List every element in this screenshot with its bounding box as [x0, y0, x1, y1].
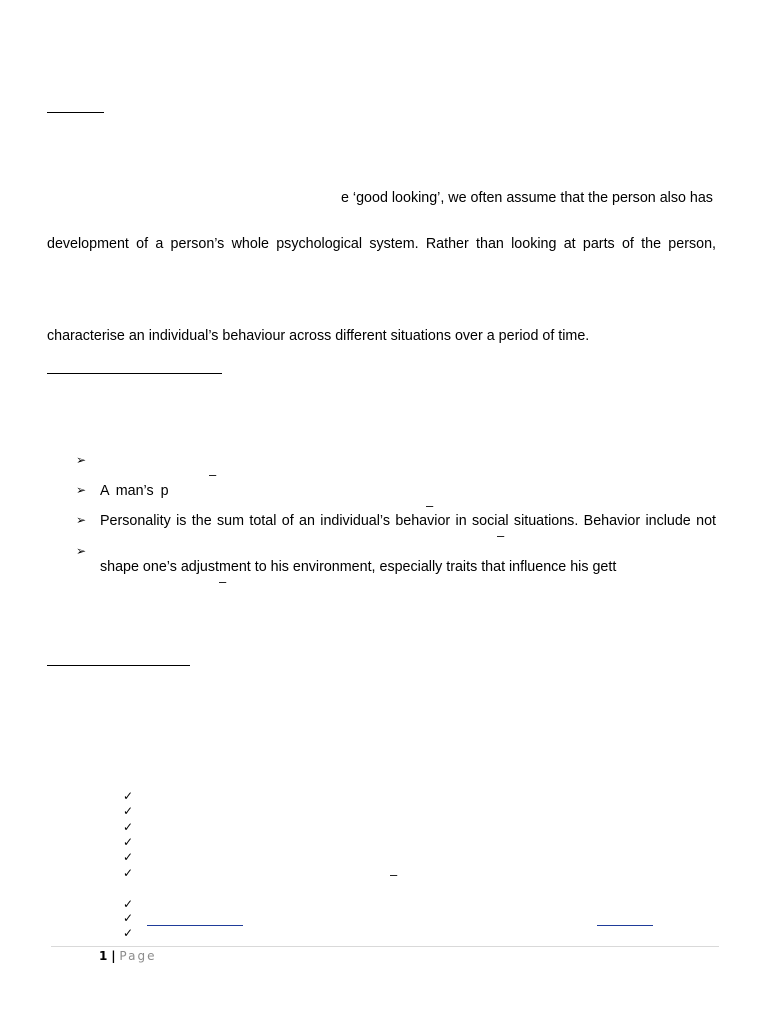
checkmark-icon: ✓: [123, 835, 134, 849]
checkmark-icon: ✓: [123, 866, 134, 880]
page-footer: [99, 949, 156, 963]
paragraph-1-line-1: e ‘good looking’, we often assume that the person also has: [341, 190, 713, 206]
checkmark-icon: ✓: [123, 789, 134, 803]
checkmark-icon: ✓: [123, 926, 134, 940]
heading-underline-1: [47, 112, 104, 113]
bullet-arrow-icon: ➢: [76, 513, 87, 527]
footer-separator: |: [111, 949, 116, 963]
dash-mark: –: [209, 467, 217, 482]
dash-mark: –: [219, 574, 227, 589]
heading-underline-2: [47, 373, 222, 374]
dash-mark: –: [426, 498, 434, 513]
dash-mark: –: [497, 528, 505, 543]
definition-item-2: A man’s p: [100, 483, 169, 499]
dash-mark: –: [390, 867, 398, 882]
checkmark-icon: ✓: [123, 911, 134, 925]
paragraph-1-line-2: development of a person’s whole psychological system. Rather than looking at parts of the person,: [47, 236, 716, 252]
definition-item-3: Personality is the sum total of an individual’s behavior in social situations. Behavior include not: [100, 513, 716, 529]
checkmark-icon: ✓: [123, 897, 134, 911]
hyperlink-underline[interactable]: [147, 925, 243, 926]
page-number: 1: [99, 949, 108, 963]
bullet-arrow-icon: ➢: [76, 483, 87, 497]
bullet-arrow-icon: ➢: [76, 544, 87, 558]
definition-item-4-line-2: shape one’s adjustment to his environment, especially traits that influence his gett: [100, 559, 617, 575]
hyperlink-underline[interactable]: [597, 925, 653, 926]
page-label: Page: [119, 949, 157, 963]
checkmark-icon: ✓: [123, 820, 134, 834]
checkmark-icon: ✓: [123, 804, 134, 818]
paragraph-1-line-3: characterise an individual’s behaviour across different situations over a period of time.: [47, 328, 590, 344]
checkmark-icon: ✓: [123, 850, 134, 864]
heading-underline-3: [47, 665, 190, 666]
bullet-arrow-icon: ➢: [76, 453, 87, 467]
footer-divider: [51, 946, 719, 947]
